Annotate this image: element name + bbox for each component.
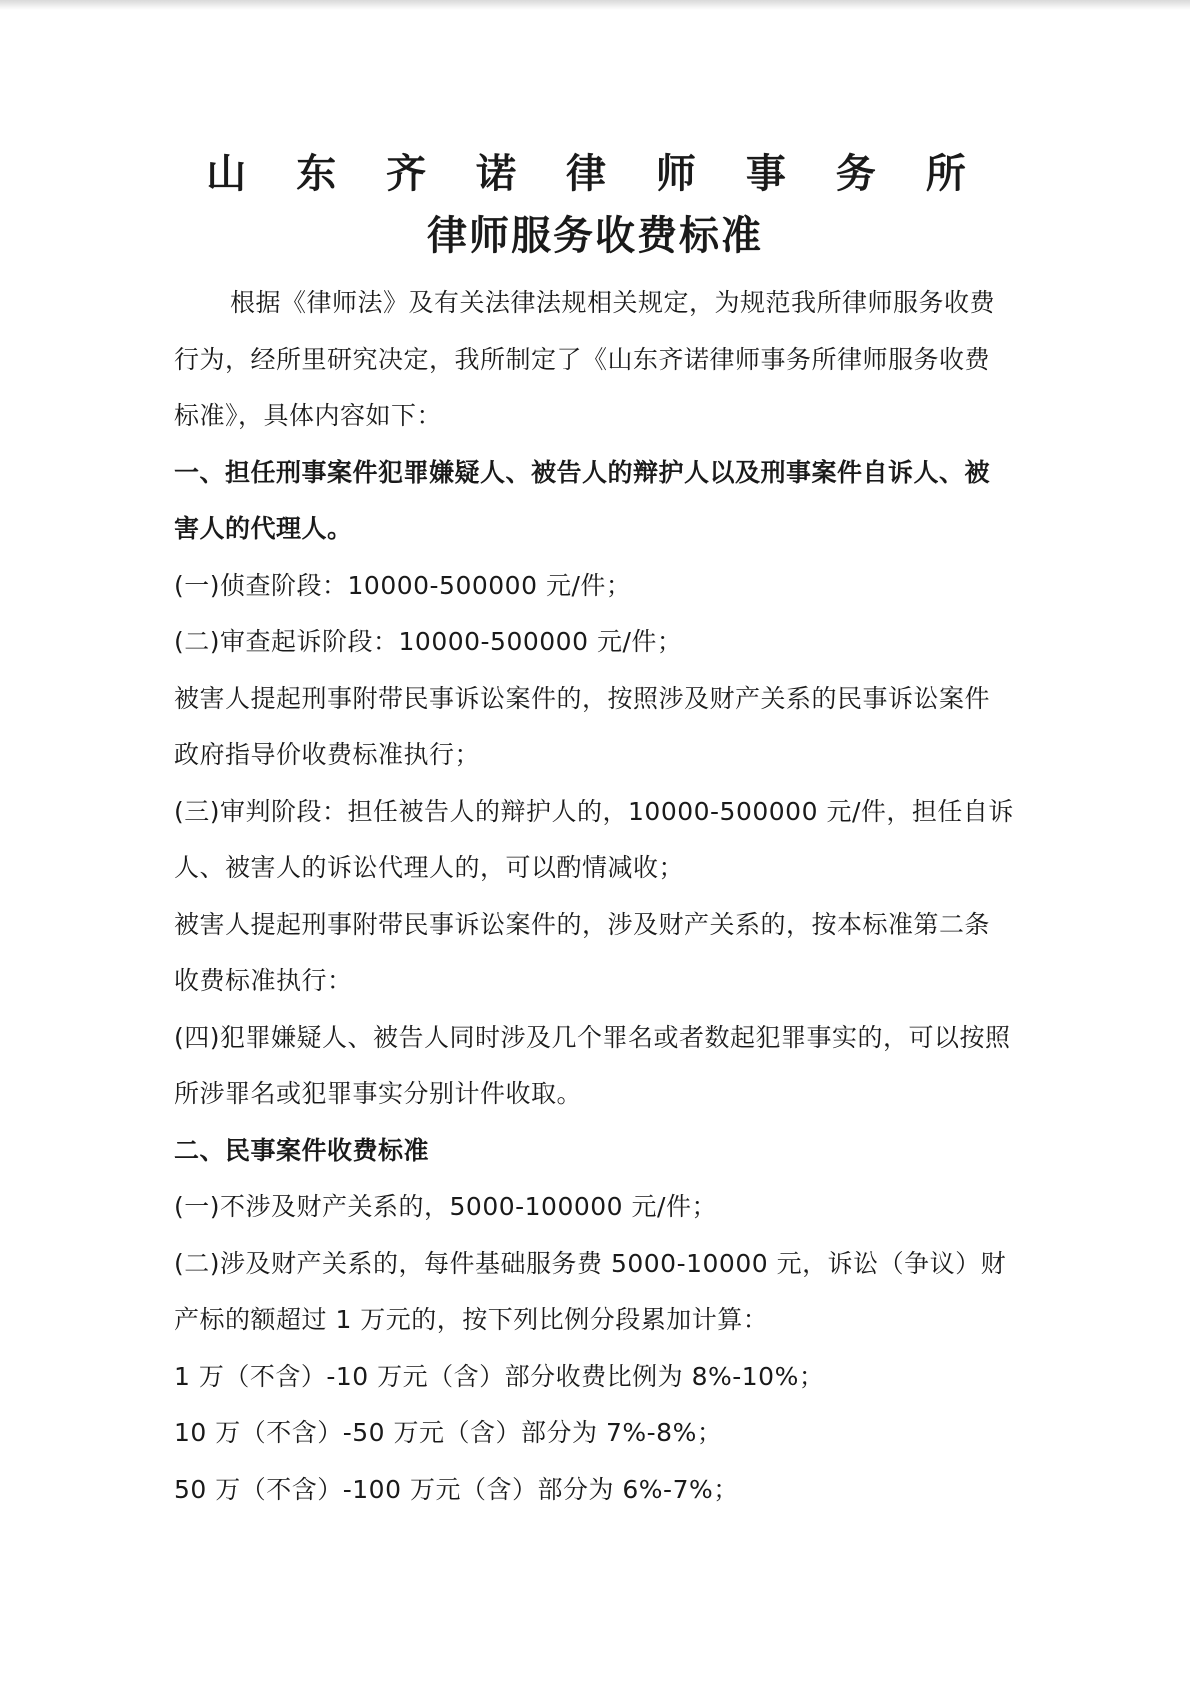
clause-non-property-civil: (一)不涉及财产关系的，5000-100000 元/件； [174, 1192, 717, 1221]
clause-multiple-charges: (四)犯罪嫌疑人、被告人同时涉及几个罪名或者数起犯罪事实的，可以按照所涉罪名或犯罪事实分别计件收取。 [174, 1022, 1011, 1108]
clause-incidental-civil-property: 被害人提起刑事附带民事诉讼案件的，涉及财产关系的，按本标准第二条收费标准执行： [174, 909, 991, 995]
document-title-firm: 山 东 齐 诺 律 师 事 务 所 [206, 150, 984, 197]
scan-edge-shadow [0, 0, 1190, 10]
fee-tier-3: 50 万（不含）-100 万元（含）部分为 6%-7%； [174, 1474, 739, 1504]
section-heading-civil: 二、民事案件收费标准 [174, 1135, 430, 1165]
clause-investigation-stage: (一)侦查阶段：10000-500000 元/件； [174, 570, 632, 600]
document-title-fee-standard: 律师服务收费标准 [427, 213, 763, 259]
clause-property-civil: (二)涉及财产关系的，每件基础服务费 5000-10000 元，诉讼（争议）财产标的额超过 1 万元的，按下列比例分段累加计算： [174, 1248, 1007, 1334]
section-heading-criminal: 一、担任刑事案件犯罪嫌疑人、被告人的辩护人以及刑事案件自诉人、被害人的代理人。 [174, 457, 991, 543]
intro-paragraph: 根据《律师法》及有关法律法规相关规定，为规范我所律师服务收费行为，经所里研究决定，我所制定了《山东齐诺律师事务所律师服务收费标准》，具体内容如下： [174, 288, 996, 430]
clause-prosecution-review-stage: (二)审查起诉阶段：10000-500000 元/件； [174, 627, 683, 656]
document-body [174, 275, 1014, 1518]
fee-tier-1: 1 万（不含）-10 万元（含）部分收费比例为 8%-10%； [174, 1361, 825, 1391]
fee-tier-2: 10 万（不含）-50 万元（含）部分为 7%-8%； [174, 1418, 723, 1447]
clause-trial-stage: (三)审判阶段：担任被告人的辩护人的，10000-500000 元/件，担任自诉人、被害人的诉讼代理人的，可以酌情减收； [174, 796, 1014, 882]
clause-incidental-civil-suit: 被害人提起刑事附带民事诉讼案件的，按照涉及财产关系的民事诉讼案件政府指导价收费标准执行； [174, 683, 991, 769]
